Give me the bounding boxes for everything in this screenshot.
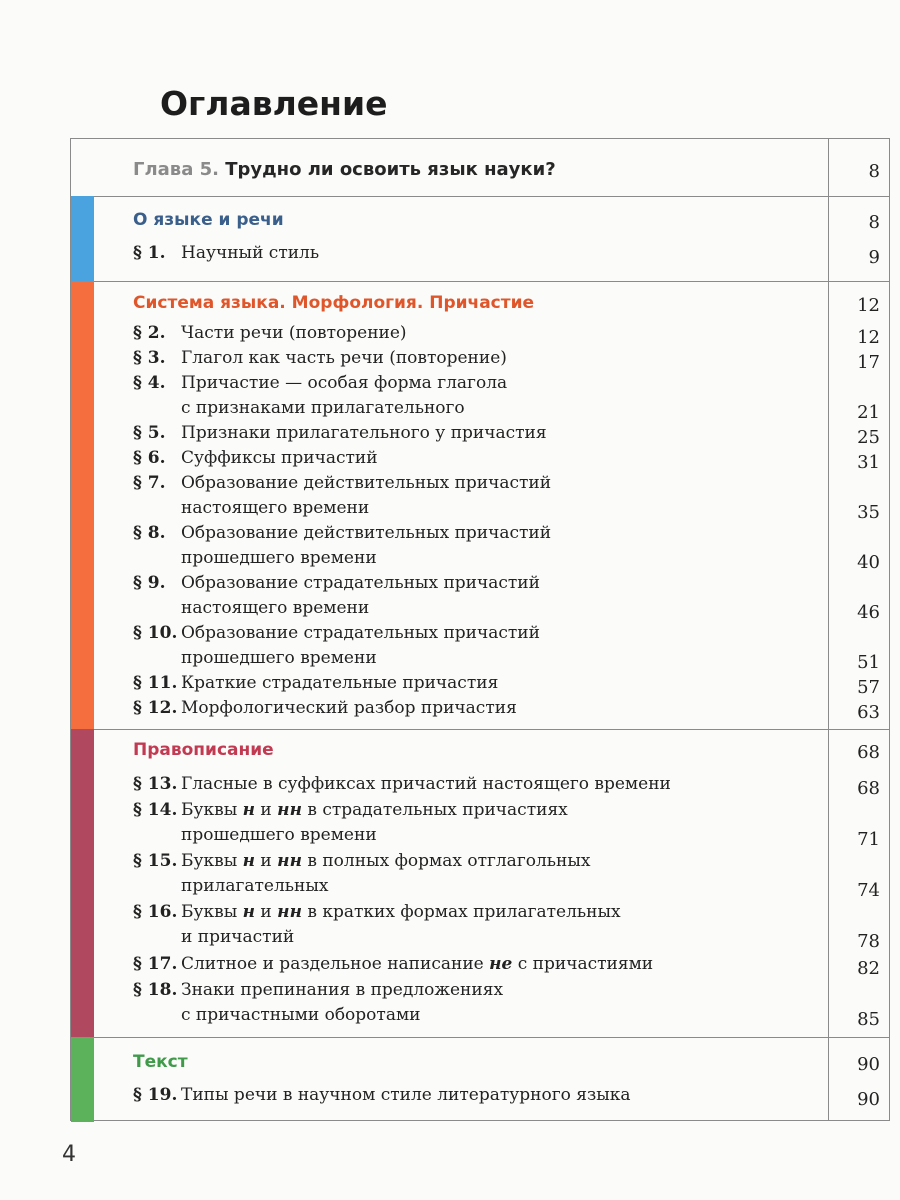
entry-number: § 1.: [133, 243, 166, 263]
entry-page: 9: [868, 247, 880, 268]
entry-title-line: Научный стиль: [181, 243, 320, 263]
entry-page: 90: [857, 1089, 880, 1110]
section-color-bar: [71, 196, 94, 281]
entry-page: 21: [857, 402, 880, 423]
entry-title-line: настоящего времени: [181, 598, 370, 618]
entry-page: 78: [857, 931, 880, 952]
entry-number: § 8.: [133, 523, 166, 543]
chapter-title: [133, 159, 556, 180]
section-color-bar: [71, 729, 94, 1037]
entry-title-line: настоящего времени: [181, 498, 370, 518]
entry-page: 71: [857, 829, 880, 850]
entry-title-line: Буквы н и нн в кратких формах прилагательных: [181, 902, 621, 922]
section-page: 68: [857, 742, 880, 763]
entry-title-line: прилагательных: [181, 876, 329, 896]
entry-page: 85: [857, 1009, 880, 1030]
section-title: Система языка. Морфология. Причастие: [133, 293, 535, 313]
entry-title-line: Гласные в суффиксах причастий настоящего времени: [181, 774, 671, 794]
table-of-contents: [70, 138, 890, 1121]
entry-title-line: Типы речи в научном стиле литературного языка: [181, 1085, 631, 1105]
entry-page: 40: [857, 552, 880, 573]
page-number: 4: [62, 1142, 76, 1167]
entry-page: 68: [857, 778, 880, 799]
section-divider: [71, 281, 889, 282]
entry-title-line: с признаками прилагательного: [181, 398, 465, 418]
entry-title-line: с причастными оборотами: [181, 1005, 421, 1025]
entry-title-line: Признаки прилагательного у причастия: [181, 423, 547, 443]
entry-title-line: прошедшего времени: [181, 825, 377, 845]
entry-title-line: Морфологический разбор причастия: [181, 698, 517, 718]
entry-number: § 19.: [133, 1085, 178, 1105]
entry-number: § 15.: [133, 851, 178, 871]
entry-title-line: Слитное и раздельное написание не с причастиями: [181, 954, 654, 974]
entry-number: § 11.: [133, 673, 178, 693]
entry-number: § 17.: [133, 954, 178, 974]
chapter-label: Глава 5.: [133, 159, 219, 180]
entry-page: 35: [857, 502, 880, 523]
section-title: Текст: [133, 1052, 188, 1072]
entry-title-line: и причастий: [181, 927, 295, 947]
entry-page: 74: [857, 880, 880, 901]
section-title: Правописание: [133, 740, 274, 760]
section-divider: [71, 196, 889, 197]
section-page: 8: [868, 212, 880, 233]
entry-title-line: Образование страдательных причастий: [181, 623, 540, 643]
entry-number: § 5.: [133, 423, 166, 443]
section-color-bar: [71, 281, 94, 729]
entry-page: 31: [857, 452, 880, 473]
entry-number: § 16.: [133, 902, 178, 922]
entry-number: § 9.: [133, 573, 166, 593]
section-page: 90: [857, 1054, 880, 1075]
entry-title-line: Суффиксы причастий: [181, 448, 378, 468]
section-page: 12: [857, 295, 880, 316]
entry-number: § 7.: [133, 473, 166, 493]
section-color-bar: [71, 1037, 94, 1122]
entry-title-line: Краткие страдательные причастия: [181, 673, 499, 693]
entry-title-line: Образование страдательных причастий: [181, 573, 540, 593]
entry-number: § 4.: [133, 373, 166, 393]
entry-number: § 6.: [133, 448, 166, 468]
entry-title-line: прошедшего времени: [181, 548, 377, 568]
entry-title-line: прошедшего времени: [181, 648, 377, 668]
entry-title-line: Образование действительных причастий: [181, 523, 552, 543]
entry-number: § 3.: [133, 348, 166, 368]
section-divider: [71, 729, 889, 730]
entry-page: 63: [857, 702, 880, 723]
chapter-text: Трудно ли освоить язык науки?: [225, 159, 556, 180]
entry-page: 82: [857, 958, 880, 979]
entry-title-line: Части речи (повторение): [181, 323, 407, 343]
entry-number: § 12.: [133, 698, 178, 718]
entry-number: § 2.: [133, 323, 166, 343]
section-divider: [71, 1037, 889, 1038]
entry-page: 17: [857, 352, 880, 373]
chapter-page: 8: [868, 161, 880, 182]
page-title: Оглавление: [160, 84, 388, 123]
entry-title-line: Образование действительных причастий: [181, 473, 552, 493]
entry-title-line: Причастие — особая форма глагола: [181, 373, 508, 393]
entry-title-line: Глагол как часть речи (повторение): [181, 348, 507, 368]
entry-page: 12: [857, 327, 880, 348]
entry-page: 57: [857, 677, 880, 698]
entry-page: 51: [857, 652, 880, 673]
entry-number: § 14.: [133, 800, 178, 820]
entry-number: § 10.: [133, 623, 178, 643]
entry-number: § 18.: [133, 980, 178, 1000]
entry-title-line: Буквы н и нн в полных формах отглагольных: [181, 851, 591, 871]
entry-number: § 13.: [133, 774, 178, 794]
section-title: О языке и речи: [133, 210, 284, 230]
entry-title-line: Знаки препинания в предложениях: [181, 980, 504, 1000]
entry-page: 46: [857, 602, 880, 623]
entry-title-line: Буквы н и нн в страдательных причастиях: [181, 800, 568, 820]
entry-page: 25: [857, 427, 880, 448]
